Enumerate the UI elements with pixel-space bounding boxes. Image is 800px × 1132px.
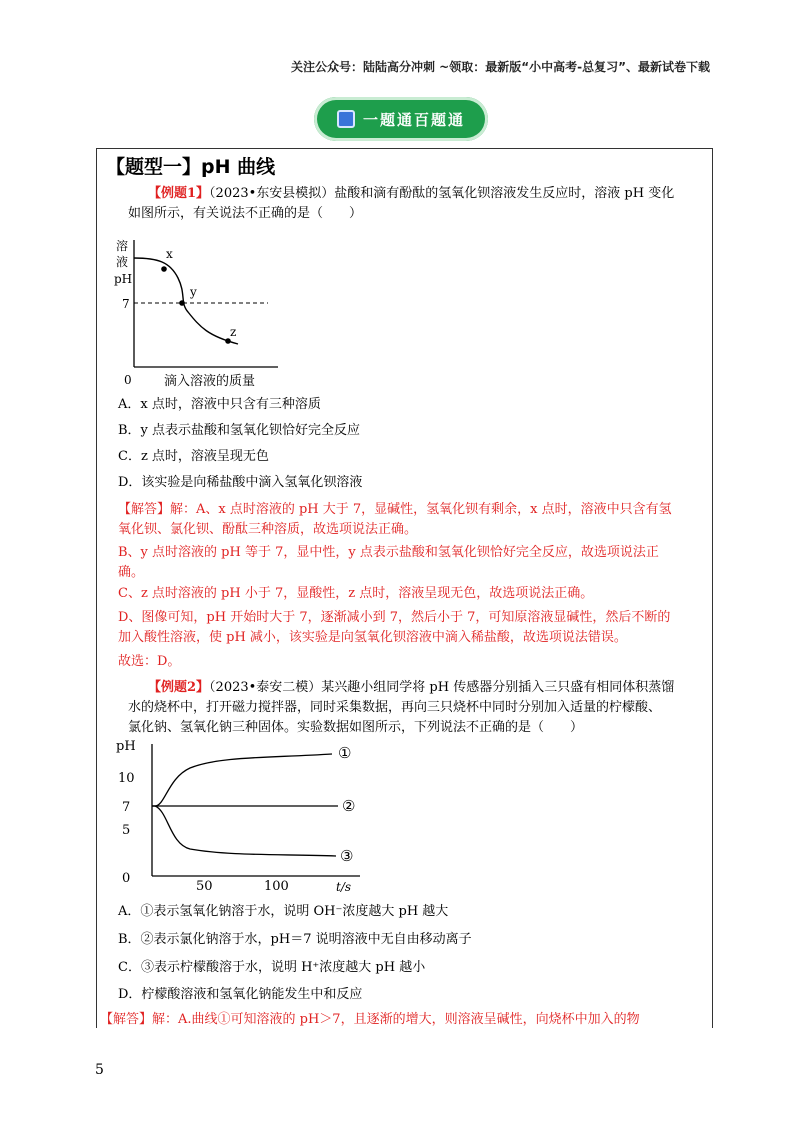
- label-z: z: [230, 325, 237, 339]
- example1-option-a: A．x 点时，溶液中只含有三种溶质: [118, 397, 321, 412]
- label-y: y: [190, 285, 197, 299]
- example1-choice: 故选：D。: [118, 654, 181, 669]
- example1-answer-c: C、z 点时溶液的 pH 小于 7，显酸性，z 点时，溶液呈现无色，故选项说法正确。: [118, 586, 594, 601]
- y-tick-10: 10: [118, 771, 135, 786]
- origin-label: 0: [124, 373, 132, 387]
- ph-curve: [134, 258, 238, 344]
- badge-label: 一题通百题通: [362, 110, 465, 129]
- x-axis-label: t/s: [336, 880, 352, 894]
- y-tick-7: 7: [122, 297, 130, 311]
- example1-option-b: B．y 点表示盐酸和氢氧化钡恰好完全反应: [118, 423, 361, 438]
- section-badge: [314, 97, 488, 141]
- example1-answer-b1: B、y 点时溶液的 pH 等于 7，显中性，y 点表示盐酸和氢氧化钡恰好完全反应，故选项说法正: [118, 545, 659, 560]
- example1-ph-graph: [108, 232, 288, 392]
- ylabel-2: 液: [116, 255, 129, 269]
- y-tick-0: 0: [122, 871, 131, 886]
- x-axis-label: 滴入溶液的质量: [164, 374, 256, 389]
- example2-option-d: D．柠檬酸溶液和氢氧化钠能发生中和反应: [118, 987, 363, 1002]
- example1-answer-a1: 【解答】解：A、x 点时溶液的 pH 大于 7，显碱性，氢氧化钡有剩余，x 点时，溶液中只含有氢: [118, 502, 672, 517]
- point-z: [225, 338, 231, 344]
- example1-answer-d1: D、图像可知，pH 开始时大于 7，逐渐减小到 7，然后小于 7，可知原溶液显碱性，然后不断的: [118, 610, 671, 625]
- section-title: 【题型一】pH 曲线: [106, 156, 276, 178]
- curve-1-label: ①: [338, 744, 352, 762]
- example1-answer-d2: 加入酸性溶液，使 pH 减小，该实验是向氢氧化钡溶液中滴入稀盐酸，故选项说法错误。: [118, 630, 627, 645]
- example2-stem-line1: [148, 678, 674, 698]
- x-tick-50: 50: [196, 879, 213, 894]
- y-tick-7: 7: [122, 800, 131, 815]
- example2-stem-line2: 水的烧杯中，打开磁力搅拌器，同时采集数据，再向三只烧杯中同时分别加入适量的柠檬酸、: [128, 700, 662, 715]
- example2-option-c: C．③表示柠檬酸溶于水，说明 H⁺浓度越大 pH 越小: [118, 960, 426, 975]
- y-tick-5: 5: [122, 823, 131, 838]
- example2-stem-text: （2023•泰安二模）某兴趣小组同学将 pH 传感器分别插入三只盛有相同体积蒸馏: [209, 680, 675, 695]
- ylabel-1: 溶: [116, 239, 129, 253]
- example1-stem-line1: [148, 184, 674, 204]
- example2-stem-line3: 氯化钠、氢氧化钠三种固体。实验数据如图所示，下列说法不正确的是（ ）: [128, 720, 584, 735]
- example2-answer-partial: 【解答】解：A.曲线①可知溶液的 pH＞7，且逐渐的增大，则溶液呈碱性，向烧杯中加入的物: [100, 1012, 640, 1027]
- curve-3-label: ③: [340, 847, 354, 865]
- example1-answer-b2: 确。: [118, 565, 145, 580]
- example2-option-b: B．②表示氯化钠溶于水，pH＝7 说明溶液中无自由移动离子: [118, 932, 472, 947]
- page-number: 5: [95, 1062, 104, 1078]
- example2-tag: 【例题2】: [148, 680, 210, 695]
- label-x: x: [166, 247, 173, 261]
- example1-option-c: C．z 点时，溶液呈现无色: [118, 449, 269, 464]
- ylabel-3: pH: [114, 272, 133, 286]
- example1-option-d: D．该实验是向稀盐酸中滴入氢氧化钡溶液: [118, 475, 363, 490]
- y-axis-label: pH: [116, 739, 136, 754]
- example1-stem-text: （2023•东安县模拟）盐酸和滴有酚酞的氢氧化钡溶液发生反应时，溶液 pH 变化: [209, 186, 675, 201]
- example1-stem-line2: 如图所示，有关说法不正确的是（ ）: [128, 206, 363, 221]
- point-y: [179, 300, 185, 306]
- example2-option-a: A．①表示氢氧化钠溶于水，说明 OH⁻浓度越大 pH 越大: [118, 904, 449, 919]
- curve-1: [152, 754, 332, 806]
- curve-3: [152, 806, 336, 856]
- book-icon: [337, 110, 355, 128]
- example1-tag: 【例题1】: [148, 186, 210, 201]
- page-header: 关注公众号：陆陆高分冲刺 ~领取：最新版“小中高考-总复习”、最新试卷下载: [291, 60, 710, 74]
- curve-2-label: ②: [342, 797, 356, 815]
- example1-answer-a2: 氧化钡、氯化钡、酚酞三种溶质，故选项说法正确。: [118, 522, 418, 537]
- point-x: [161, 266, 167, 272]
- x-tick-100: 100: [264, 879, 289, 894]
- example2-ph-graph: [110, 736, 370, 896]
